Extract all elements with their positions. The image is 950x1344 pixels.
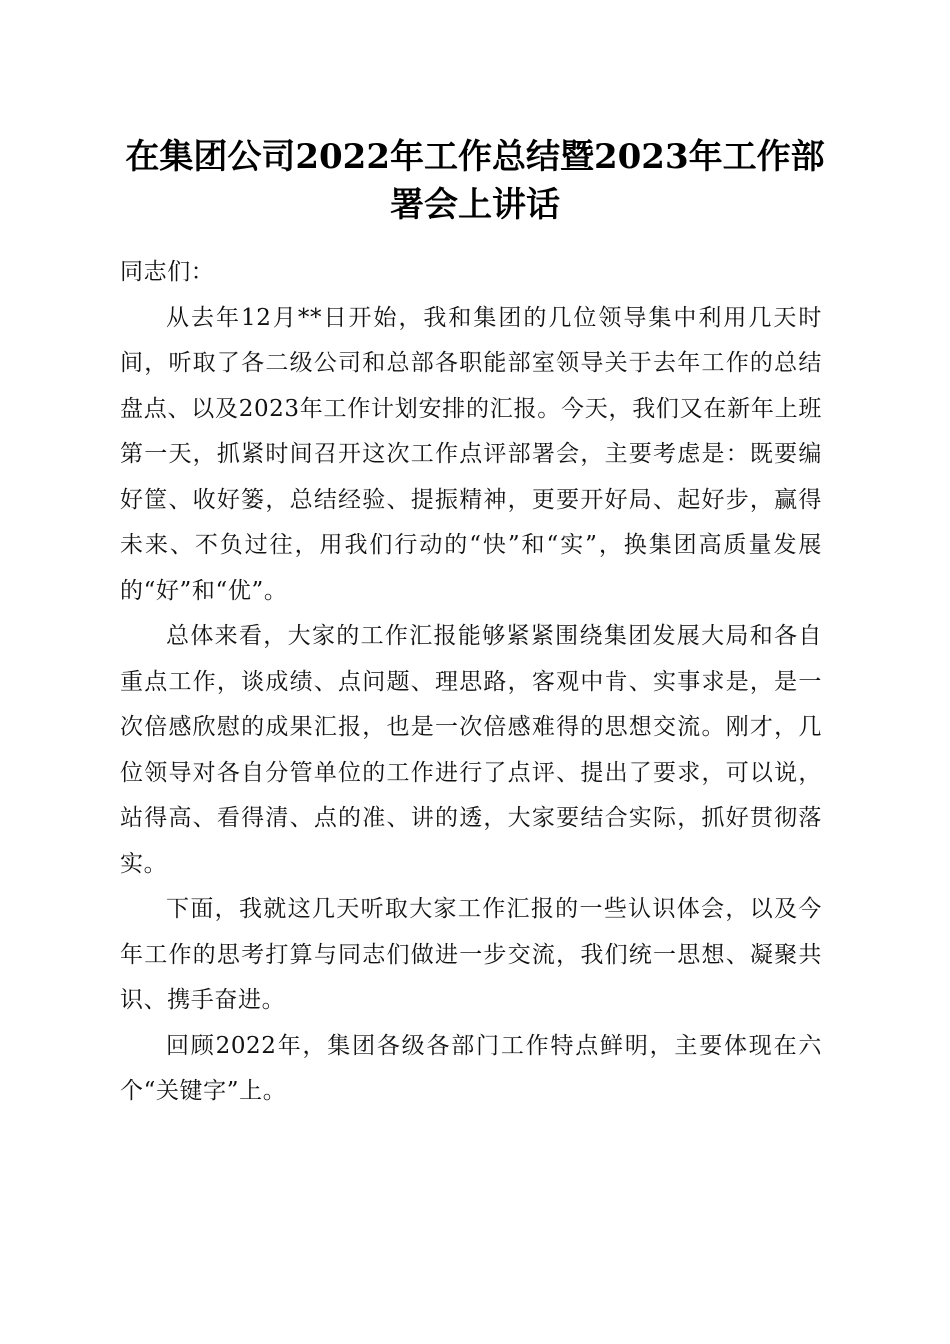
paragraph-2: 总体来看，大家的工作汇报能够紧紧围绕集团发展大局和各自重点工作，谈成绩、点问题、理思路，客观中肯、实事求是，是一次倍感欣慰的成果汇报，也是一次倍感难得的思想交流。刚才，几位领导对各自分管单位的工作进行了点评、提出了要求，可以说，站得高、看得清、点的准、讲的透，大家要结合实际，抓好贯彻落实。: [120, 623, 822, 877]
paragraph-4: 回顾2022年，集团各级各部门工作特点鲜明，主要体现在六个“关键字”上。: [120, 1032, 822, 1104]
paragraph-3: 下面，我就这几天听取大家工作汇报的一些认识体会，以及今年工作的思考打算与同志们做进一步交流，我们统一思想、凝聚共识、携手奋进。: [120, 896, 822, 1013]
paragraph-1: 从去年12月**日开始，我和集团的几位领导集中利用几天时间，听取了各二级公司和总部各职能部室领导关于去年工作的总结盘点、以及2023年工作计划安排的汇报。今天，我们又在新年上班第一天，抓紧时间召开这次工作点评部署会，主要考虑是：既要编好筐、收好篓，总结经验、提振精神，更要开好局、起好步，赢得未来、不负过往，用我们行动的“快”和“实”，换集团高质量发展的“好”和“优”。: [120, 304, 822, 604]
salutation: 同志们：: [120, 259, 215, 285]
document-title: 在集团公司2022年工作总结暨2023年工作部署会上讲话: [125, 137, 825, 225]
document-body: [120, 250, 822, 1115]
